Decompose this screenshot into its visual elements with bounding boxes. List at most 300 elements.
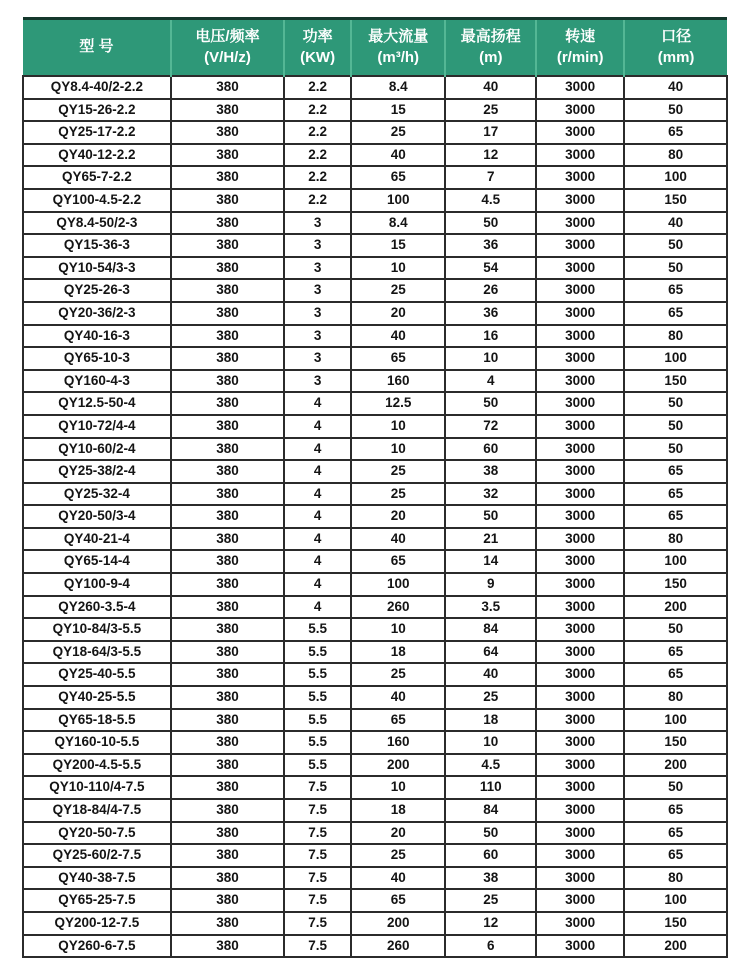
cell-speed: 3000 [536,663,624,686]
cell-voltage: 380 [171,867,284,890]
cell-head: 40 [445,663,536,686]
cell-power: 2.2 [284,121,351,144]
cell-voltage: 380 [171,686,284,709]
cell-head: 25 [445,686,536,709]
cell-diameter: 200 [624,754,727,777]
cell-voltage: 380 [171,754,284,777]
cell-head: 32 [445,483,536,506]
cell-head: 14 [445,550,536,573]
col-unit-diameter: (mm) [657,48,695,66]
cell-power: 7.5 [284,776,351,799]
cell-voltage: 380 [171,709,284,732]
table-row [23,867,727,890]
cell-power: 4 [284,438,351,461]
cell-speed: 3000 [536,99,624,122]
cell-diameter: 50 [624,392,727,415]
table-row [23,799,727,822]
cell-flow: 20 [351,822,445,845]
col-header-head [445,19,536,77]
cell-voltage: 380 [171,234,284,257]
cell-voltage: 380 [171,596,284,619]
cell-flow: 8.4 [351,212,445,235]
cell-model: QY10-110/4-7.5 [23,776,171,799]
cell-power: 7.5 [284,822,351,845]
table-row [23,392,727,415]
col-unit-flow: (m³/h) [377,48,420,66]
table-row [23,99,727,122]
cell-flow: 160 [351,370,445,393]
cell-diameter: 65 [624,844,727,867]
cell-head: 16 [445,325,536,348]
cell-voltage: 380 [171,415,284,438]
cell-model: QY25-32-4 [23,483,171,506]
cell-voltage: 380 [171,189,284,212]
cell-speed: 3000 [536,822,624,845]
cell-power: 2.2 [284,99,351,122]
cell-voltage: 380 [171,912,284,935]
table-row [23,573,727,596]
cell-flow: 25 [351,121,445,144]
cell-model: QY15-26-2.2 [23,99,171,122]
cell-power: 5.5 [284,754,351,777]
cell-diameter: 100 [624,347,727,370]
cell-model: QY20-36/2-3 [23,302,171,325]
table-row [23,935,727,958]
cell-power: 4 [284,483,351,506]
cell-power: 5.5 [284,686,351,709]
cell-diameter: 50 [624,257,727,280]
cell-diameter: 80 [624,686,727,709]
cell-power: 4 [284,415,351,438]
cell-head: 10 [445,347,536,370]
cell-power: 4 [284,573,351,596]
col-title-speed: 转速 [565,28,596,46]
cell-speed: 3000 [536,144,624,167]
cell-power: 3 [284,325,351,348]
cell-head: 50 [445,392,536,415]
cell-voltage: 380 [171,438,284,461]
cell-flow: 200 [351,912,445,935]
cell-voltage: 380 [171,166,284,189]
table-row [23,460,727,483]
cell-power: 3 [284,212,351,235]
cell-model: QY40-21-4 [23,528,171,551]
table-row [23,302,727,325]
cell-flow: 15 [351,99,445,122]
cell-model: QY8.4-40/2-2.2 [23,76,171,99]
cell-voltage: 380 [171,99,284,122]
cell-head: 36 [445,302,536,325]
cell-voltage: 380 [171,889,284,912]
table-row [23,144,727,167]
cell-diameter: 100 [624,709,727,732]
col-title-diameter: 口径 [661,28,692,46]
cell-speed: 3000 [536,370,624,393]
cell-head: 6 [445,935,536,958]
cell-diameter: 150 [624,731,727,754]
cell-power: 3 [284,370,351,393]
cell-diameter: 80 [624,325,727,348]
cell-flow: 20 [351,302,445,325]
cell-model: QY65-7-2.2 [23,166,171,189]
col-header-voltage [171,19,284,77]
col-unit-voltage: (V/H/z) [204,48,251,66]
cell-voltage: 380 [171,121,284,144]
cell-power: 2.2 [284,166,351,189]
cell-flow: 40 [351,867,445,890]
table-row [23,505,727,528]
cell-power: 3 [284,302,351,325]
table-row [23,528,727,551]
cell-flow: 40 [351,144,445,167]
table-row [23,189,727,212]
cell-speed: 3000 [536,166,624,189]
cell-flow: 65 [351,550,445,573]
cell-diameter: 150 [624,189,727,212]
cell-model: QY65-18-5.5 [23,709,171,732]
cell-diameter: 80 [624,528,727,551]
cell-flow: 12.5 [351,392,445,415]
cell-speed: 3000 [536,438,624,461]
cell-speed: 3000 [536,844,624,867]
cell-diameter: 65 [624,483,727,506]
col-header-speed [536,19,624,77]
cell-power: 2.2 [284,144,351,167]
cell-head: 17 [445,121,536,144]
table-row [23,754,727,777]
col-title-head: 最高扬程 [460,28,521,46]
cell-flow: 100 [351,189,445,212]
cell-head: 60 [445,438,536,461]
cell-model: QY10-60/2-4 [23,438,171,461]
cell-model: QY20-50/3-4 [23,505,171,528]
pump-spec-table [22,17,728,958]
cell-speed: 3000 [536,889,624,912]
cell-flow: 20 [351,505,445,528]
cell-power: 4 [284,505,351,528]
cell-diameter: 50 [624,99,727,122]
cell-model: QY25-38/2-4 [23,460,171,483]
cell-diameter: 65 [624,279,727,302]
cell-model: QY18-84/4-7.5 [23,799,171,822]
cell-speed: 3000 [536,754,624,777]
cell-power: 2.2 [284,189,351,212]
cell-voltage: 380 [171,822,284,845]
cell-voltage: 380 [171,776,284,799]
cell-diameter: 40 [624,76,727,99]
table-row [23,257,727,280]
col-title-voltage: 电压/频率 [195,28,260,46]
cell-speed: 3000 [536,121,624,144]
cell-head: 110 [445,776,536,799]
cell-power: 3 [284,257,351,280]
cell-voltage: 380 [171,573,284,596]
cell-flow: 65 [351,347,445,370]
cell-voltage: 380 [171,799,284,822]
cell-model: QY12.5-50-4 [23,392,171,415]
cell-speed: 3000 [536,189,624,212]
table-row [23,618,727,641]
cell-head: 21 [445,528,536,551]
cell-model: QY40-12-2.2 [23,144,171,167]
cell-speed: 3000 [536,257,624,280]
cell-head: 12 [445,144,536,167]
table-row [23,415,727,438]
cell-power: 5.5 [284,618,351,641]
cell-flow: 10 [351,618,445,641]
table-row [23,550,727,573]
cell-head: 40 [445,76,536,99]
table-row [23,370,727,393]
table-row [23,438,727,461]
col-unit-speed: (r/min) [556,48,604,66]
cell-power: 5.5 [284,731,351,754]
cell-speed: 3000 [536,460,624,483]
cell-model: QY40-16-3 [23,325,171,348]
col-title-model: 型 号 [79,38,114,56]
col-header-power [284,19,351,77]
cell-power: 4 [284,460,351,483]
cell-head: 50 [445,212,536,235]
table-row [23,166,727,189]
cell-head: 60 [445,844,536,867]
cell-flow: 25 [351,844,445,867]
cell-head: 10 [445,731,536,754]
cell-head: 50 [445,505,536,528]
cell-flow: 25 [351,279,445,302]
table-row [23,709,727,732]
cell-power: 7.5 [284,889,351,912]
cell-diameter: 100 [624,889,727,912]
table-row [23,234,727,257]
cell-flow: 25 [351,663,445,686]
cell-flow: 65 [351,166,445,189]
cell-voltage: 380 [171,483,284,506]
cell-voltage: 380 [171,844,284,867]
cell-diameter: 200 [624,935,727,958]
cell-flow: 18 [351,641,445,664]
cell-model: QY25-26-3 [23,279,171,302]
table-row [23,889,727,912]
cell-speed: 3000 [536,776,624,799]
cell-power: 4 [284,596,351,619]
cell-voltage: 380 [171,347,284,370]
cell-power: 7.5 [284,844,351,867]
cell-diameter: 50 [624,234,727,257]
cell-flow: 100 [351,573,445,596]
cell-diameter: 50 [624,415,727,438]
cell-power: 5.5 [284,663,351,686]
col-title-flow: 最大流量 [368,28,429,46]
cell-head: 26 [445,279,536,302]
cell-speed: 3000 [536,731,624,754]
cell-diameter: 80 [624,867,727,890]
cell-flow: 10 [351,776,445,799]
cell-speed: 3000 [536,528,624,551]
cell-voltage: 380 [171,505,284,528]
cell-speed: 3000 [536,550,624,573]
cell-diameter: 65 [624,641,727,664]
cell-speed: 3000 [536,641,624,664]
cell-voltage: 380 [171,528,284,551]
cell-head: 3.5 [445,596,536,619]
cell-model: QY10-72/4-4 [23,415,171,438]
cell-diameter: 150 [624,912,727,935]
cell-head: 64 [445,641,536,664]
cell-power: 3 [284,347,351,370]
cell-speed: 3000 [536,618,624,641]
cell-power: 5.5 [284,709,351,732]
cell-speed: 3000 [536,799,624,822]
cell-model: QY100-9-4 [23,573,171,596]
cell-model: QY20-50-7.5 [23,822,171,845]
cell-diameter: 65 [624,302,727,325]
cell-speed: 3000 [536,505,624,528]
header-row [23,19,727,77]
table-row [23,279,727,302]
cell-power: 4 [284,550,351,573]
cell-voltage: 380 [171,618,284,641]
cell-power: 7.5 [284,912,351,935]
cell-model: QY200-4.5-5.5 [23,754,171,777]
cell-voltage: 380 [171,279,284,302]
cell-diameter: 200 [624,596,727,619]
cell-power: 3 [284,279,351,302]
cell-voltage: 380 [171,392,284,415]
col-unit-power: (KW) [300,48,336,66]
cell-speed: 3000 [536,302,624,325]
cell-speed: 3000 [536,325,624,348]
table-row [23,641,727,664]
table-row [23,212,727,235]
cell-model: QY40-25-5.5 [23,686,171,709]
col-title-power: 功率 [302,28,333,46]
cell-diameter: 80 [624,144,727,167]
cell-flow: 8.4 [351,76,445,99]
cell-flow: 260 [351,596,445,619]
table-row [23,325,727,348]
cell-voltage: 380 [171,302,284,325]
cell-head: 4 [445,370,536,393]
cell-speed: 3000 [536,279,624,302]
cell-flow: 40 [351,325,445,348]
cell-head: 18 [445,709,536,732]
cell-head: 54 [445,257,536,280]
cell-power: 7.5 [284,935,351,958]
cell-diameter: 50 [624,776,727,799]
cell-power: 3 [284,234,351,257]
cell-flow: 15 [351,234,445,257]
cell-diameter: 150 [624,573,727,596]
table-row [23,822,727,845]
cell-head: 38 [445,867,536,890]
cell-speed: 3000 [536,709,624,732]
cell-model: QY160-10-5.5 [23,731,171,754]
cell-model: QY10-54/3-3 [23,257,171,280]
cell-diameter: 100 [624,550,727,573]
cell-model: QY18-64/3-5.5 [23,641,171,664]
cell-flow: 10 [351,257,445,280]
cell-model: QY65-25-7.5 [23,889,171,912]
cell-voltage: 380 [171,663,284,686]
cell-model: QY260-6-7.5 [23,935,171,958]
cell-voltage: 380 [171,731,284,754]
cell-voltage: 380 [171,460,284,483]
cell-diameter: 65 [624,822,727,845]
cell-voltage: 380 [171,76,284,99]
cell-speed: 3000 [536,867,624,890]
cell-flow: 10 [351,415,445,438]
cell-flow: 40 [351,686,445,709]
cell-head: 84 [445,618,536,641]
cell-voltage: 380 [171,212,284,235]
table-row [23,596,727,619]
table-row [23,663,727,686]
cell-voltage: 380 [171,325,284,348]
cell-voltage: 380 [171,144,284,167]
cell-speed: 3000 [536,596,624,619]
col-unit-head: (m) [479,48,503,66]
cell-flow: 65 [351,889,445,912]
cell-flow: 160 [351,731,445,754]
table-row [23,76,727,99]
cell-head: 36 [445,234,536,257]
cell-head: 72 [445,415,536,438]
cell-model: QY10-84/3-5.5 [23,618,171,641]
cell-diameter: 65 [624,121,727,144]
cell-diameter: 50 [624,438,727,461]
cell-speed: 3000 [536,212,624,235]
cell-voltage: 380 [171,257,284,280]
cell-power: 7.5 [284,867,351,890]
cell-model: QY25-60/2-7.5 [23,844,171,867]
table-row [23,912,727,935]
col-header-model [23,19,171,77]
cell-model: QY100-4.5-2.2 [23,189,171,212]
cell-diameter: 150 [624,370,727,393]
cell-model: QY65-14-4 [23,550,171,573]
cell-head: 50 [445,822,536,845]
table-row [23,121,727,144]
col-header-diameter [624,19,727,77]
cell-head: 4.5 [445,754,536,777]
cell-speed: 3000 [536,912,624,935]
cell-power: 4 [284,528,351,551]
cell-head: 9 [445,573,536,596]
cell-diameter: 100 [624,166,727,189]
cell-flow: 18 [351,799,445,822]
cell-head: 4.5 [445,189,536,212]
cell-diameter: 65 [624,799,727,822]
cell-power: 7.5 [284,799,351,822]
cell-model: QY25-40-5.5 [23,663,171,686]
cell-power: 5.5 [284,641,351,664]
cell-diameter: 65 [624,505,727,528]
col-header-flow [351,19,445,77]
cell-voltage: 380 [171,641,284,664]
cell-speed: 3000 [536,573,624,596]
cell-voltage: 380 [171,550,284,573]
cell-model: QY260-3.5-4 [23,596,171,619]
cell-flow: 40 [351,528,445,551]
cell-model: QY160-4-3 [23,370,171,393]
cell-model: QY40-38-7.5 [23,867,171,890]
cell-diameter: 40 [624,212,727,235]
cell-flow: 10 [351,438,445,461]
cell-speed: 3000 [536,415,624,438]
cell-flow: 200 [351,754,445,777]
cell-head: 25 [445,889,536,912]
